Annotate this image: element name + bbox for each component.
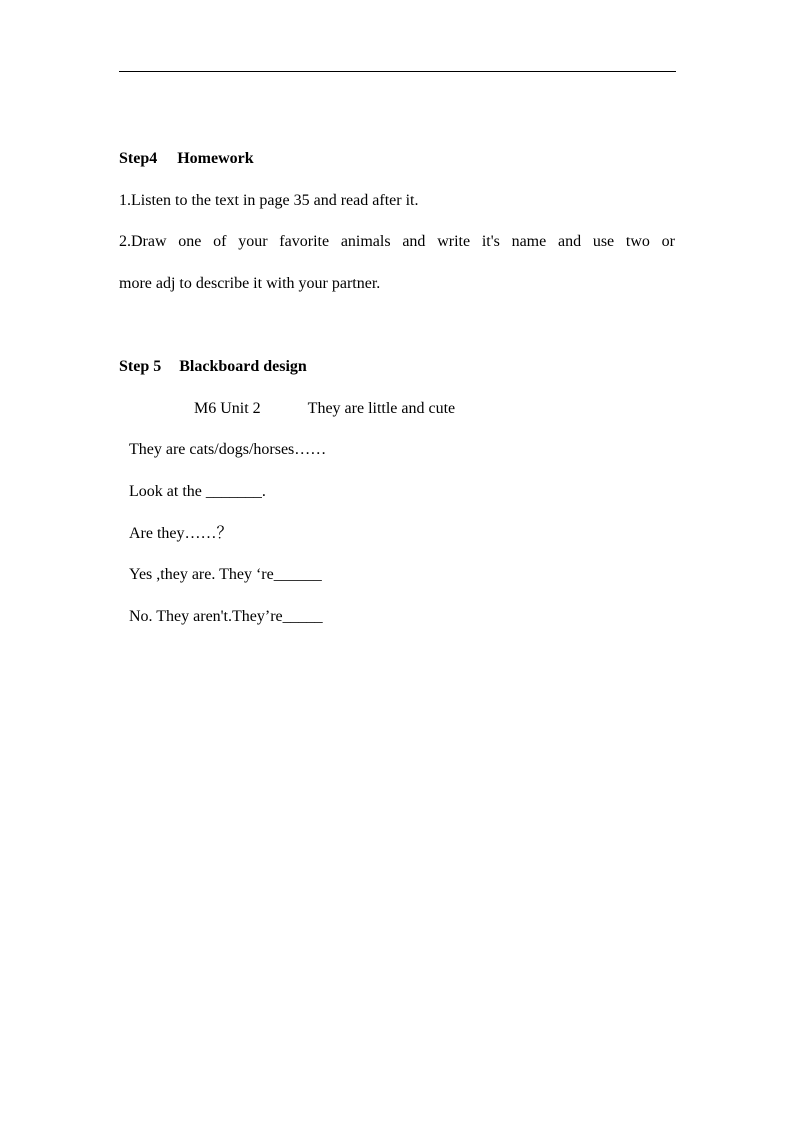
blackboard-line-4: Yes ,they are. They ‘re______	[129, 566, 322, 583]
homework-heading	[119, 149, 254, 169]
blackboard-line-5: No. They aren't.They’re_____	[129, 608, 323, 625]
blackboard-lesson-title: They are little and cute	[307, 400, 456, 417]
blackboard-line-1: They are cats/dogs/horses……	[129, 441, 327, 458]
homework-item-2-line-2: more adj to describe it with your partner.	[119, 275, 381, 292]
blackboard-heading	[119, 357, 307, 377]
blackboard-unit-line	[194, 399, 455, 419]
header-rule	[119, 71, 676, 72]
blackboard-unit: M6 Unit 2	[194, 400, 261, 417]
blackboard-line-3: Are they……？	[129, 525, 233, 542]
blackboard-title: Blackboard design	[179, 358, 307, 375]
homework-item-1: 1.Listen to the text in page 35 and read after it.	[119, 192, 419, 209]
homework-step-label: Step4	[119, 150, 158, 167]
blackboard-line-2: Look at the _______.	[129, 483, 266, 500]
blackboard-step-label: Step 5	[119, 358, 162, 375]
homework-title: Homework	[177, 150, 254, 167]
homework-item-2-line-1: 2.Draw one of your favorite animals and write it's name and use two or	[119, 233, 675, 250]
